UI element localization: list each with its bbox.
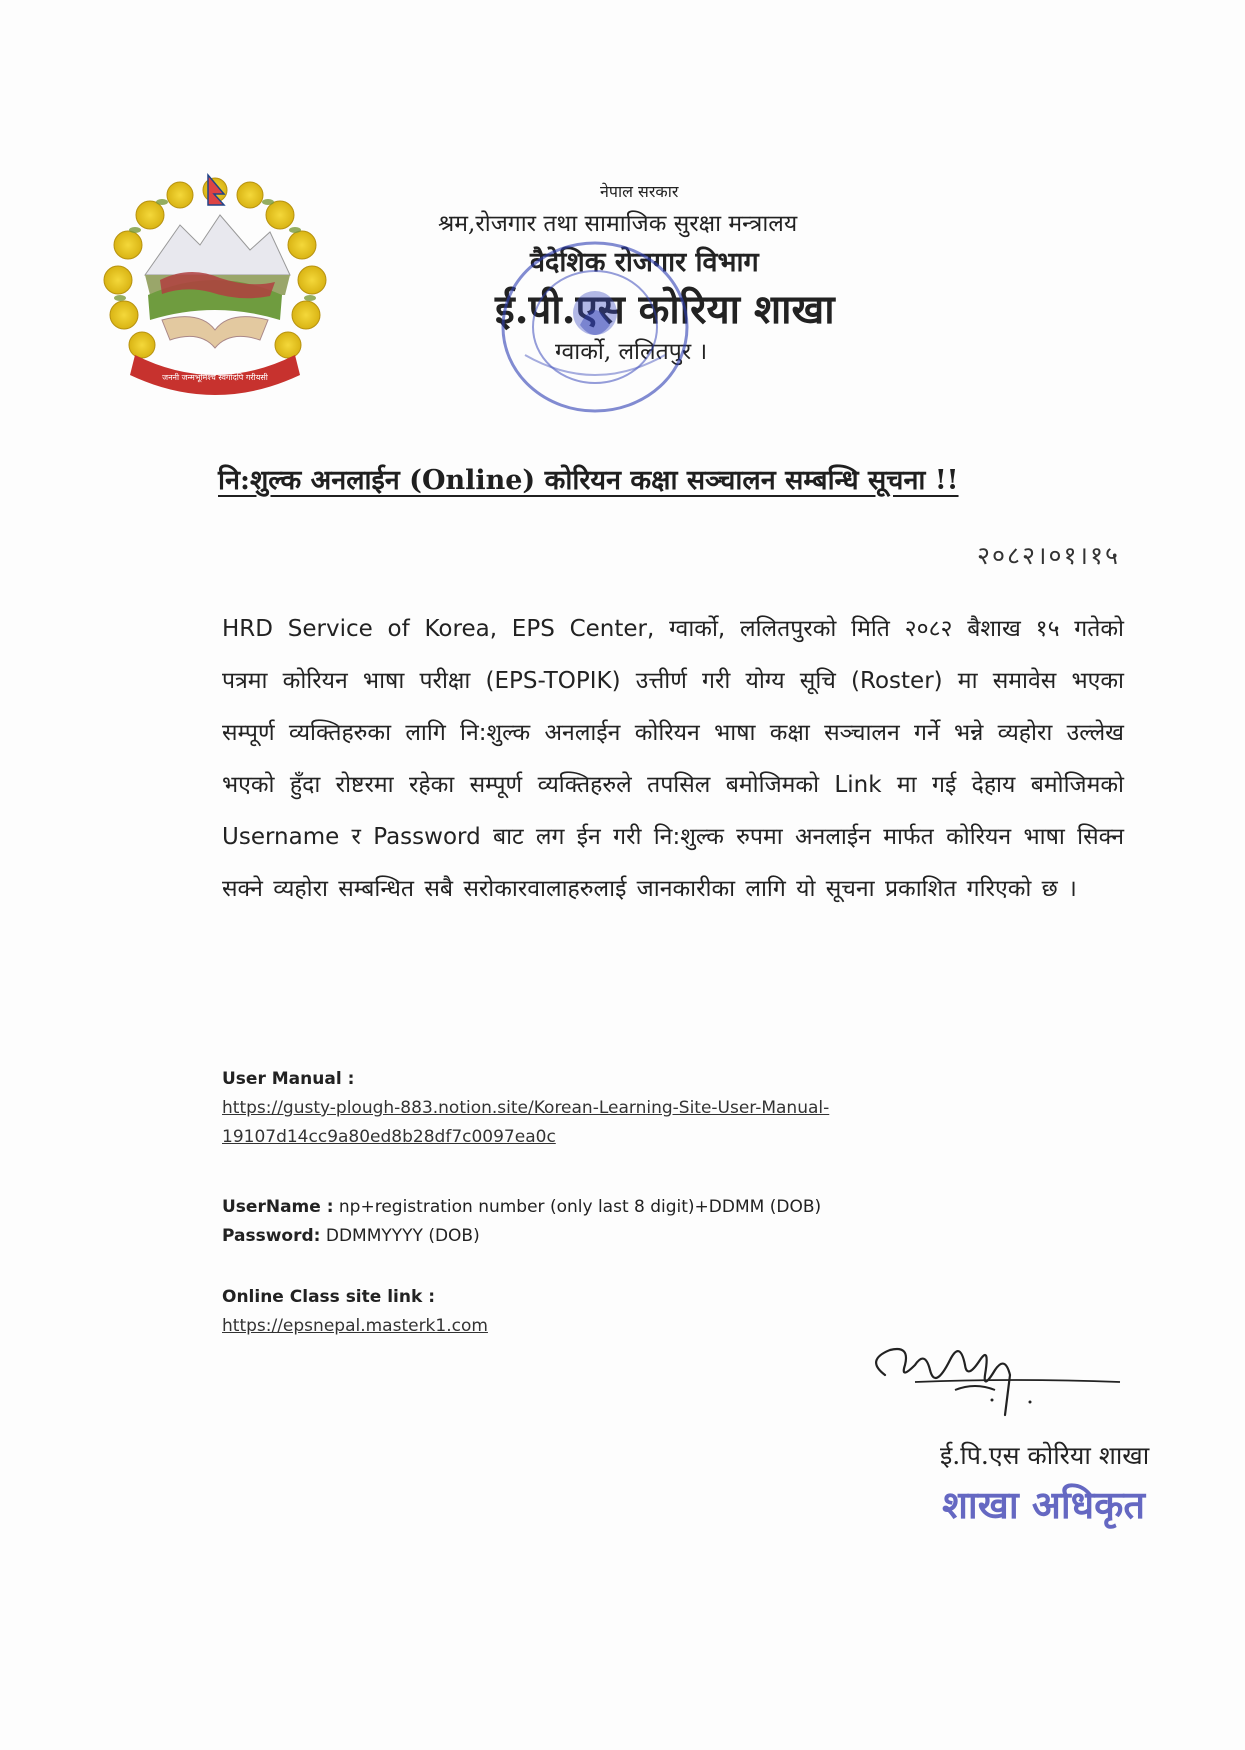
username-value: np+registration number (only last 8 digit)+DDMM (DOB) — [333, 1197, 822, 1217]
office-location: ग्वार्को, ललितपुर । — [555, 339, 708, 365]
branch-name: ई.पी.एस कोरिया शाखा — [495, 286, 835, 333]
nepal-emblem-icon — [100, 170, 330, 400]
password-row — [222, 1222, 1122, 1251]
user-manual-url-line2: 19107d14cc9a80ed8b28df7c0097ea0c — [222, 1127, 556, 1147]
handwritten-signature-icon — [855, 1320, 1125, 1440]
password-value: DDMMYYYY (DOB) — [320, 1226, 480, 1246]
class-site-link[interactable]: https://epsnepal.masterk1.com — [222, 1316, 488, 1336]
username-row — [222, 1193, 1122, 1222]
officer-stamp: शाखा अधिकृत — [942, 1483, 1145, 1527]
class-site-label: Online Class site link : — [222, 1287, 435, 1307]
notice-date: २०८२।०१।१५ — [977, 541, 1120, 570]
user-manual-label: User Manual : — [222, 1069, 355, 1089]
user-manual-link[interactable] — [222, 1098, 829, 1147]
user-manual-section — [222, 1065, 1122, 1152]
government-name: नेपाल सरकार — [600, 182, 679, 201]
ministry-name: श्रम,रोजगार तथा सामाजिक सुरक्षा मन्त्रालय — [438, 211, 798, 237]
notice-title: नि:शुल्क अनलाईन (Online) कोरियन कक्षा सञ्चालन सम्बन्धि सूचना !! — [218, 465, 959, 496]
credentials-section — [222, 1193, 1122, 1251]
seal-stamp-icon — [495, 235, 695, 420]
signatory-branch: ई.पि.एस कोरिया शाखा — [940, 1441, 1150, 1470]
notice-body: HRD Service of Korea, EPS Center, ग्वार्को, ललितपुरको मिति २०८२ बैशाख १५ गतेको पत्रमा कोरियन भाषा परीक्षा (EPS-TOPIK) उत्तीर्ण गरी योग्य सूचि (Roster) मा समावेस भएका सम्पूर्ण व्यक्तिहरुका लागि नि:शुल्क अनलाईन कोरियन भाषा कक्षा सञ्चालन गर्ने भन्ने व्यहोरा उल्लेख भएको हुँदा रोष्टरमा रहेका सम्पूर्ण व्यक्तिहरुले तपसिल बमोजिमको Link मा गई देहाय बमोजिमको Username र Password बाट लग ईन गरी नि:शुल्क रुपमा अनलाईन मार्फत कोरियन भाषा सिक्न सक्ने व्यहोरा सम्बन्धित सबै सरोकारवालाहरुलाई जानकारीका लागि यो सूचना प्रकाशित गरिएको छ । — [222, 616, 1124, 902]
emblem-banner-text: जननी जन्मभूमिश्च स्वर्गादपि गरीयसी — [162, 373, 268, 382]
password-label: Password: — [222, 1226, 321, 1246]
user-manual-url-line1: https://gusty-plough-883.notion.site/Korean-Learning-Site-User-Manual- — [222, 1098, 830, 1118]
username-label: UserName : — [222, 1197, 334, 1217]
department-name: वैदेशिक रोजगार विभाग — [530, 247, 759, 278]
